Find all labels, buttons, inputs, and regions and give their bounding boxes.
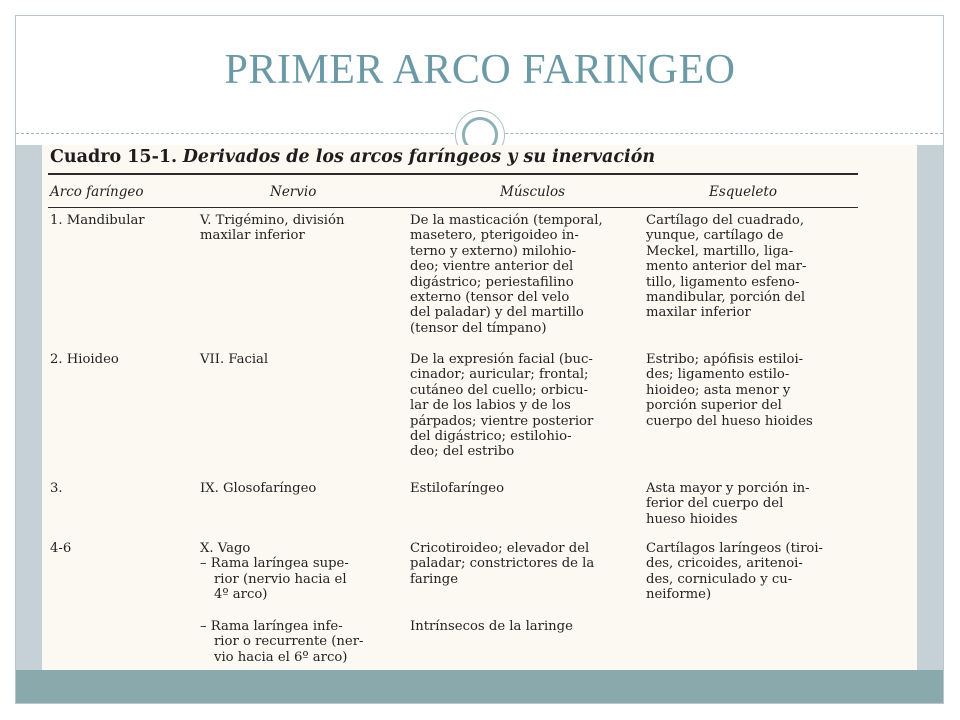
cell-line: neiforme) [646, 587, 712, 603]
cell-line: externo (tensor del velo [410, 290, 570, 306]
cell-line: ferior del cuerpo del [646, 496, 784, 512]
cell-line: 4º arco) [214, 587, 268, 603]
right-side-band [917, 145, 943, 670]
cell-line: hueso hioides [646, 511, 738, 527]
caption-text: Derivados de los arcos faríngeos y su inervación [182, 147, 656, 167]
cell-line: De la expresión facial (buc- [410, 352, 593, 367]
arco-cell [50, 541, 71, 556]
cell-line: Intrínsecos de la laringe [410, 619, 573, 634]
cell-line: (tensor del tímpano) [410, 320, 547, 336]
cell-line: lar de los labios y de los [410, 398, 571, 414]
scanned-table-image [42, 145, 917, 670]
cell-line: hioideo; asta menor y [646, 382, 791, 398]
cell-line: faringe [410, 571, 459, 587]
musculos-cell [410, 619, 573, 634]
musculos-cell [410, 213, 603, 336]
cell-line: Estilofaríngeo [410, 481, 505, 496]
cell-line: digástrico; periestafilino [410, 274, 574, 290]
esqueleto-cell [646, 352, 813, 429]
left-side-band [16, 145, 42, 670]
cell-line: VII. Facial [200, 352, 269, 367]
cell-line: mandibular, porción del [646, 290, 806, 306]
nervio-cell [200, 352, 268, 367]
table-caption [50, 147, 655, 167]
cell-line: Cartílago del cuadrado, [646, 213, 805, 228]
cell-line: – Rama laríngea infe- [200, 619, 343, 634]
cell-line: X. Vago [200, 541, 251, 556]
cell-line: Asta mayor y porción in- [646, 481, 810, 496]
esqueleto-cell [646, 541, 823, 603]
arco-cell [50, 213, 145, 228]
cell-line: del paladar) y del martillo [410, 305, 584, 321]
cell-line: vio hacia el 6º arco) [214, 649, 348, 665]
arco-cell [50, 352, 119, 367]
slide-title: PRIMER ARCO FARINGEO [224, 47, 736, 93]
cell-line: masetero, pterigoideo in- [410, 228, 579, 244]
cell-line: Meckel, martillo, liga- [646, 243, 794, 259]
cell-line: Estribo; apófisis estiloi- [646, 352, 804, 367]
cell-line: des, corniculado y cu- [646, 571, 793, 587]
nervio-cell [200, 213, 344, 244]
musculos-cell [410, 352, 593, 460]
footer-bar [16, 670, 943, 703]
header-nervio: Nervio [270, 184, 317, 200]
cell-line: tillo, ligamento esfeno- [646, 274, 800, 290]
cell-line: De la masticación (temporal, [410, 213, 603, 228]
esqueleto-cell [646, 213, 806, 321]
cell-line: párpados; vientre posterior [410, 413, 594, 429]
cell-line: 4-6 [50, 541, 72, 556]
cell-line: des, cricoides, aritenoi- [646, 556, 803, 572]
cell-line: Cricotiroideo; elevador del [410, 541, 590, 556]
cell-line: Cartílagos laríngeos (tiroi- [646, 541, 824, 556]
table-top-rule [48, 173, 858, 175]
cell-line: 1. Mandibular [50, 213, 145, 228]
cell-line: yunque, cartílago de [646, 228, 784, 244]
musculos-cell [410, 541, 594, 587]
cell-line: rior (nervio hacia el [214, 571, 347, 587]
nervio-cell [200, 619, 363, 665]
cell-line: paladar; constrictores de la [410, 556, 595, 572]
cell-line: cutáneo del cuello; orbicu- [410, 382, 589, 398]
cell-line: V. Trigémino, división [200, 213, 345, 228]
cell-line: IX. Glosofaríngeo [200, 481, 317, 496]
cell-line: maxilar inferior [200, 228, 305, 244]
cell-line: terno y externo) milohio- [410, 243, 577, 259]
cell-line: porción superior del [646, 398, 782, 414]
cell-line: deo; vientre anterior del [410, 259, 574, 275]
cell-line: 3. [50, 481, 63, 496]
cell-line: deo; del estribo [410, 444, 515, 460]
cell-line: – Rama laríngea supe- [200, 556, 349, 572]
cell-line: cuerpo del hueso hioides [646, 413, 813, 429]
musculos-cell [410, 481, 504, 496]
cell-line: 2. Hioideo [50, 352, 119, 367]
header-arco: Arco faríngeo [50, 184, 144, 200]
header-musculos: Músculos [500, 184, 566, 200]
cell-line: maxilar inferior [646, 305, 751, 321]
cell-line: des; ligamento estilo- [646, 367, 790, 383]
esqueleto-cell [646, 481, 810, 527]
caption-number: Cuadro 15-1. [50, 147, 178, 167]
arco-cell [50, 481, 63, 496]
cell-line: mento anterior del mar- [646, 259, 807, 275]
nervio-cell [200, 481, 316, 496]
nervio-cell [200, 541, 349, 603]
table-header-rule [48, 207, 858, 208]
cell-line: rior o recurrente (ner- [214, 634, 364, 650]
cell-line: cinador; auricular; frontal; [410, 367, 589, 383]
cell-line: del digástrico; estilohio- [410, 429, 572, 445]
header-esqueleto: Esqueleto [709, 184, 777, 200]
